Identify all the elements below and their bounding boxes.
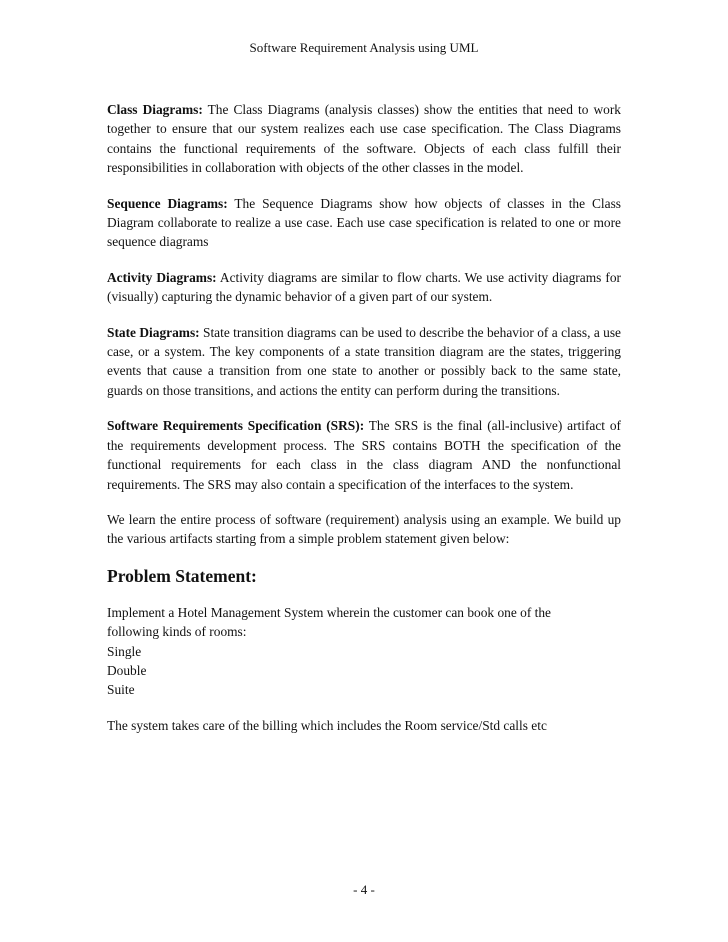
room-type-item: Double (107, 662, 147, 678)
room-type-item: Suite (107, 682, 135, 698)
state-diagrams-text: State transition diagrams can be used to describe the behavior of a class, a use case, or a system. The key components of a state transition diagram are the states, triggering events that cause a transition from one state to another or possibly back to the same state, guards on those transitions, and actions the entity can perform during the transitions. (107, 324, 621, 398)
problem-intro-line: following kinds of rooms: (107, 624, 247, 640)
intro-paragraph: We learn the entire process of software (requirement) analysis using an example. We build up the various artifacts starting from a simple problem statement given below: (107, 511, 621, 547)
running-header: Software Requirement Analysis using UML (249, 40, 479, 55)
activity-diagrams-paragraph (107, 268, 621, 307)
problem-statement-heading: Problem Statement: (107, 565, 257, 586)
srs-term: Software Requirements Specification (SRS): (107, 418, 365, 434)
problem-intro-line: Implement a Hotel Management System wherein the customer can book one of the (107, 604, 551, 620)
activity-diagrams-term: Activity Diagrams: (107, 269, 217, 285)
problem-statement-paragraph (107, 603, 621, 700)
srs-text: The SRS is the final (all-inclusive) artifact of the requirements development process. The SRS contains BOTH the specification of the functional requirements for each class in the class diagram AND the nonfunctional requirements. The SRS may also contain a specification of the interfaces to the system. (107, 418, 621, 492)
state-diagrams-paragraph (107, 323, 621, 401)
sequence-diagrams-paragraph (107, 194, 621, 252)
activity-diagrams-text: Activity diagrams are similar to flow charts. We use activity diagrams for (visually) capturing the dynamic behavior of a given part of our system. (107, 269, 621, 305)
billing-paragraph: The system takes care of the billing which includes the Room service/Std calls etc (107, 717, 547, 733)
document-body (107, 100, 621, 751)
class-diagrams-text: The Class Diagrams (analysis classes) show the entities that need to work together to ensure that our system realizes each use case specification. The Class Diagrams contains the functional requirements of the software. Objects of each class fulfill their responsibilities in collaboration with objects of the other classes in the model. (107, 102, 621, 176)
page-number: - 4 - (353, 882, 375, 897)
room-type-item: Single (107, 643, 142, 659)
class-diagrams-paragraph (107, 100, 621, 178)
sequence-diagrams-term: Sequence Diagrams: (107, 195, 228, 211)
class-diagrams-term: Class Diagrams: (107, 102, 203, 117)
sequence-diagrams-text: The Sequence Diagrams show how objects of classes in the Class Diagram collaborate to realize a use case. Each use case specification is related to one or more sequence diagrams (107, 195, 621, 250)
srs-paragraph (107, 416, 621, 494)
state-diagrams-term: State Diagrams: (107, 324, 200, 340)
